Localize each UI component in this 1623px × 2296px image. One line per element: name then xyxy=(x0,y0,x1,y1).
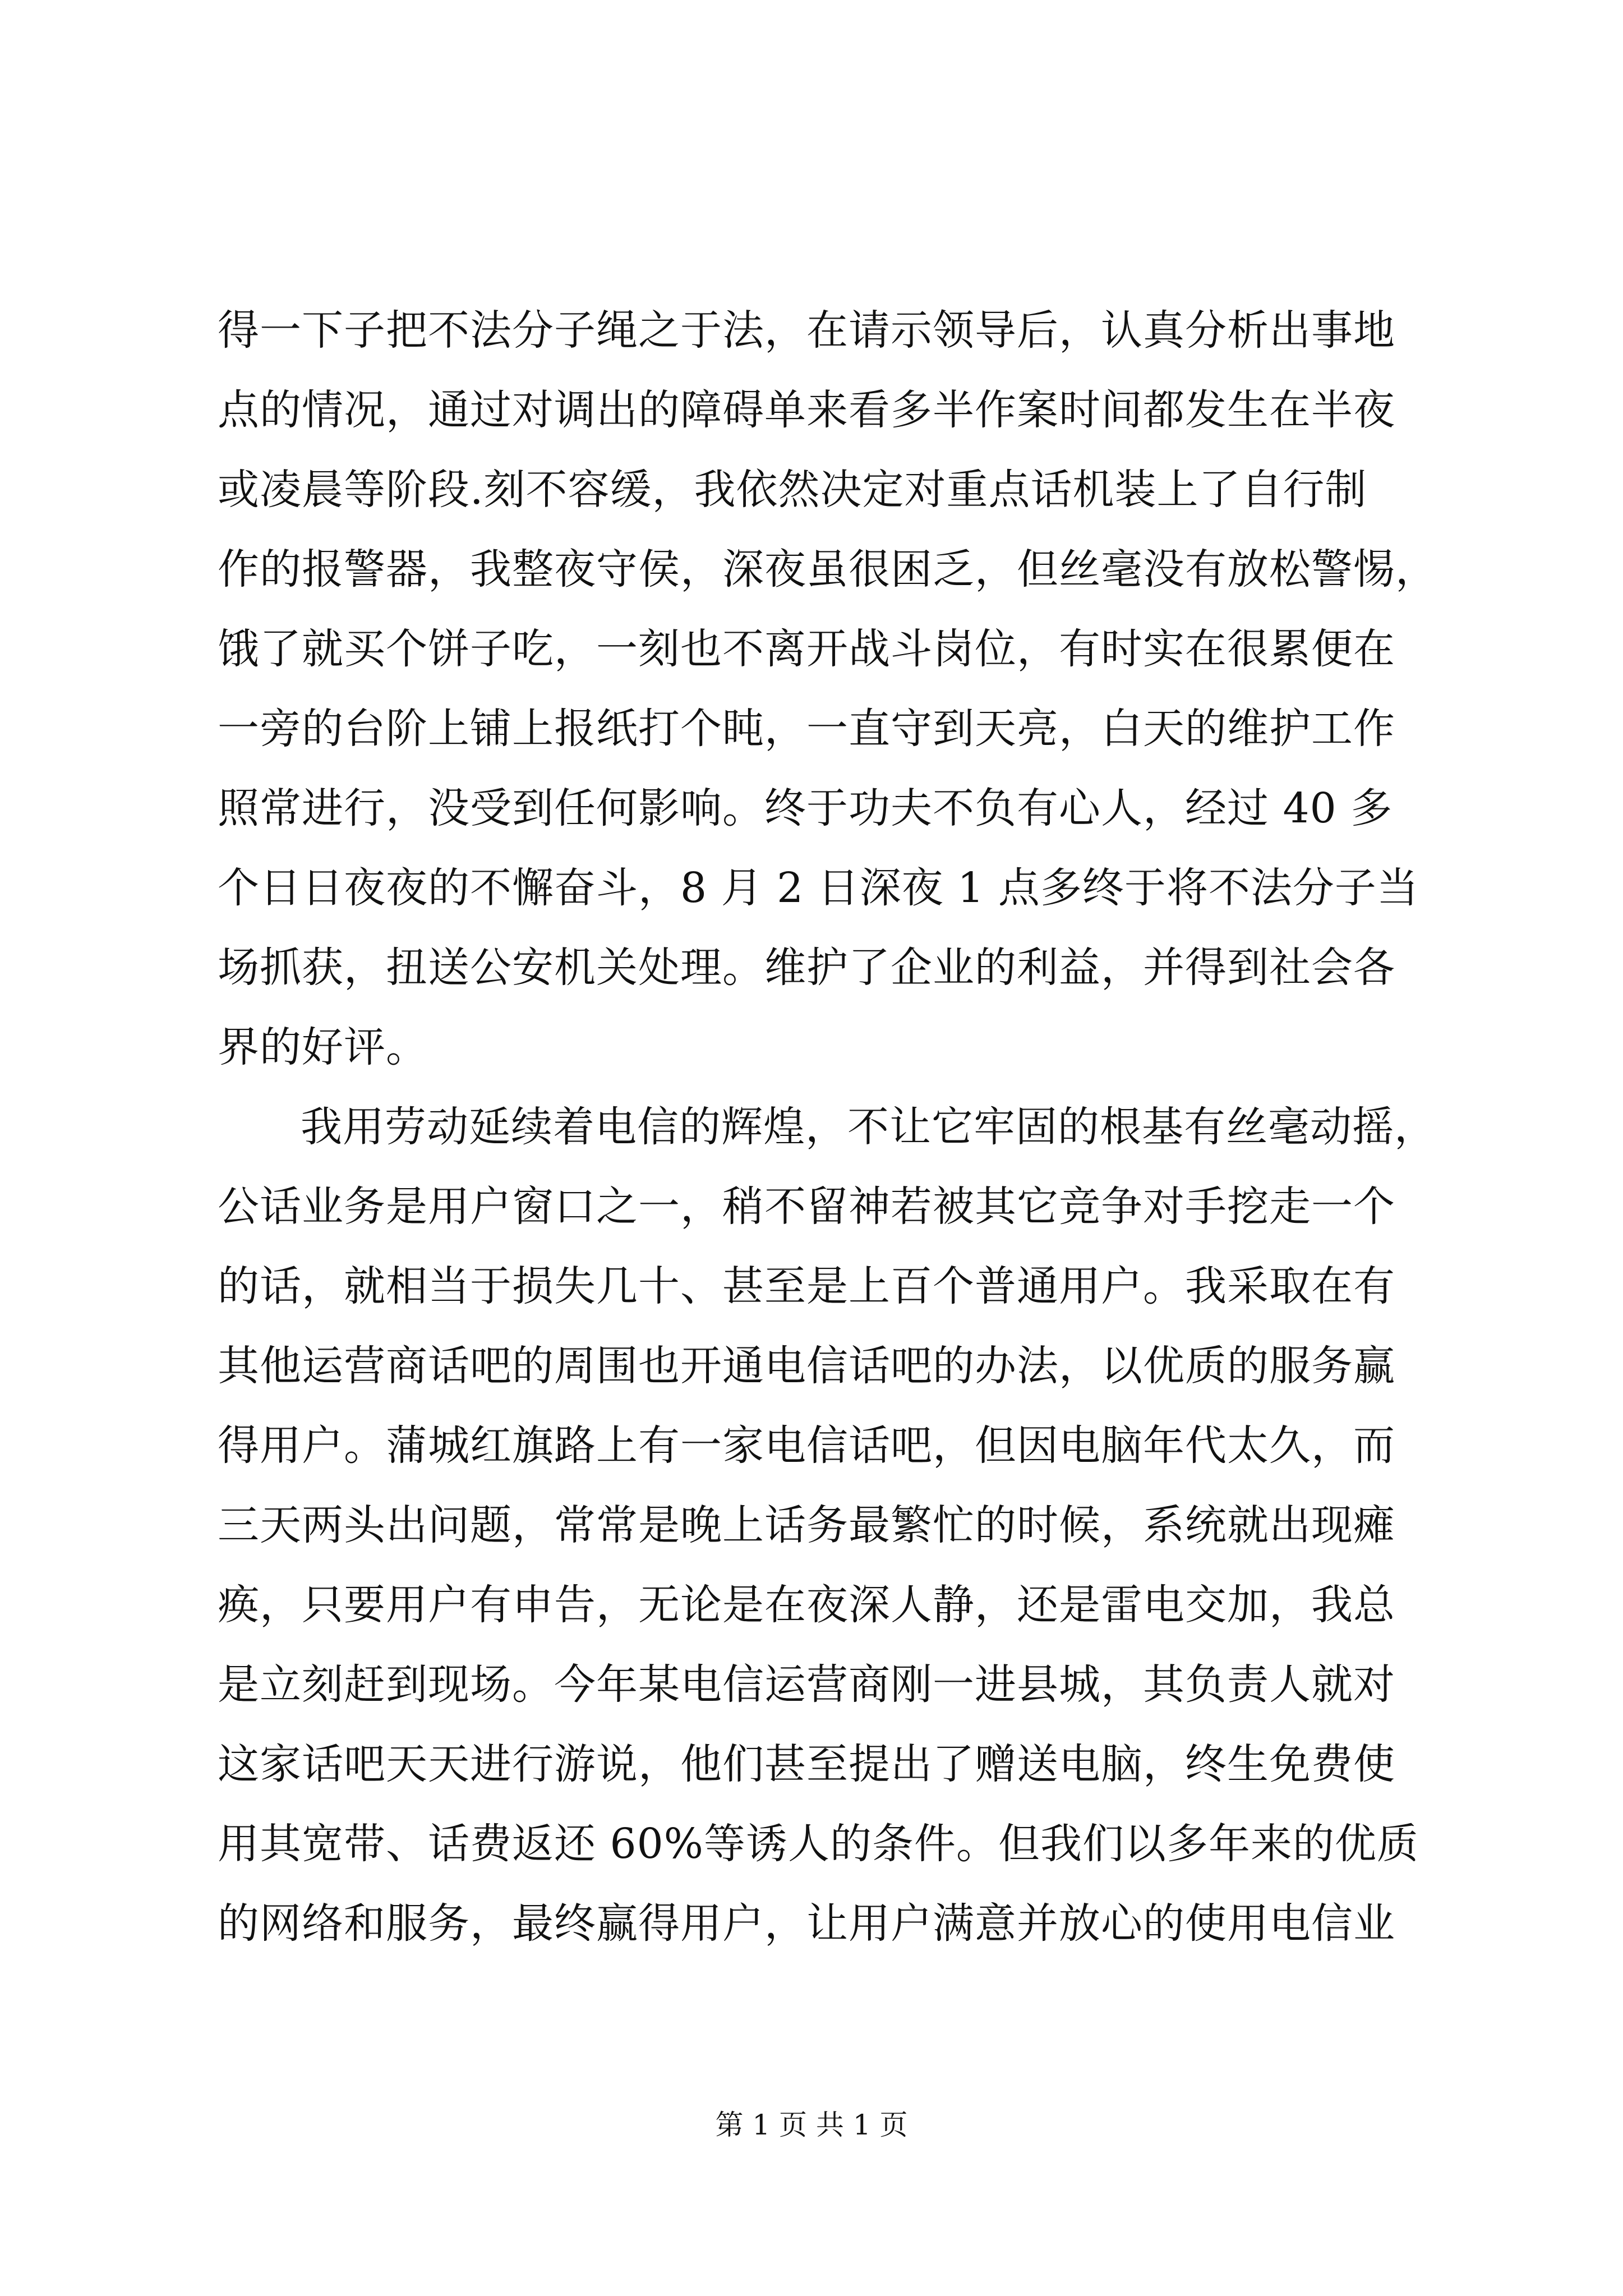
text-line: 照常进行，没受到任何影响。终于功夫不负有心人，经过 40 多 xyxy=(218,784,1393,832)
text-line: 得一下子把不法分子绳之于法，在请示领导后，认真分析出事地 xyxy=(218,306,1395,355)
text-line: 饿了就买个饼子吃，一刻也不离开战斗岗位，有时实在很累便在 xyxy=(218,625,1395,673)
text-line: 用其宽带、话费返还 60%等诱人的条件。但我们以多年来的优质 xyxy=(218,1820,1419,1868)
text-line: 公话业务是用户窗口之一，稍不留神若被其它竞争对手挖走一个 xyxy=(218,1182,1395,1231)
text-line: 点的情况，通过对调出的障碍单来看多半作案时间都发生在半夜 xyxy=(218,386,1395,434)
text-line: 的网络和服务，最终赢得用户，让用户满意并放心的使用电信业 xyxy=(218,1899,1395,1948)
page-number: 第 1 页 共 1 页 xyxy=(715,2109,908,2141)
paragraph-2 xyxy=(218,1087,1436,1963)
text-line: 三天两头出问题，常常是晚上话务最繁忙的时候，系统就出现瘫 xyxy=(218,1501,1395,1549)
text-line: 得用户。蒲城红旗路上有一家电信话吧，但因电脑年代太久，而 xyxy=(218,1421,1395,1470)
paragraph-1 xyxy=(218,291,1437,1087)
text-line: 或凌晨等阶段.刻不容缓，我依然决定对重点话机装上了自行制 xyxy=(218,466,1367,514)
text-line: 场抓获，扭送公安机关处理。维护了企业的利益，并得到社会各 xyxy=(218,944,1395,992)
text-line: 其他运营商话吧的周围也开通电信话吧的办法，以优质的服务赢 xyxy=(218,1342,1395,1390)
text-line: 这家话吧天天进行游说，他们甚至提出了赠送电脑，终生免费使 xyxy=(218,1740,1395,1788)
text-line: 一旁的台阶上铺上报纸打个盹，一直守到天亮，白天的维护工作 xyxy=(218,705,1395,753)
text-line: 的话，就相当于损失几十、甚至是上百个普通用户。我采取在有 xyxy=(218,1262,1395,1310)
text-line-indented: 我用劳动延续着电信的辉煌，不让它牢固的根基有丝毫动摇， xyxy=(301,1103,1436,1151)
page-footer xyxy=(0,2108,1623,2142)
body-text xyxy=(218,291,1437,1963)
text-line: 个日日夜夜的不懈奋斗，8 月 2 日深夜 1 点多终于将不法分子当 xyxy=(218,864,1419,912)
text-line: 界的好评。 xyxy=(218,1023,428,1071)
text-line: 痪，只要用户有申告，无论是在夜深人静，还是雷电交加，我总 xyxy=(218,1581,1395,1629)
text-line: 作的报警器，我整夜守侯，深夜虽很困乏，但丝毫没有放松警惕， xyxy=(218,545,1437,593)
text-line: 是立刻赶到现场。今年某电信运营商刚一进县城，其负责人就对 xyxy=(218,1660,1395,1709)
